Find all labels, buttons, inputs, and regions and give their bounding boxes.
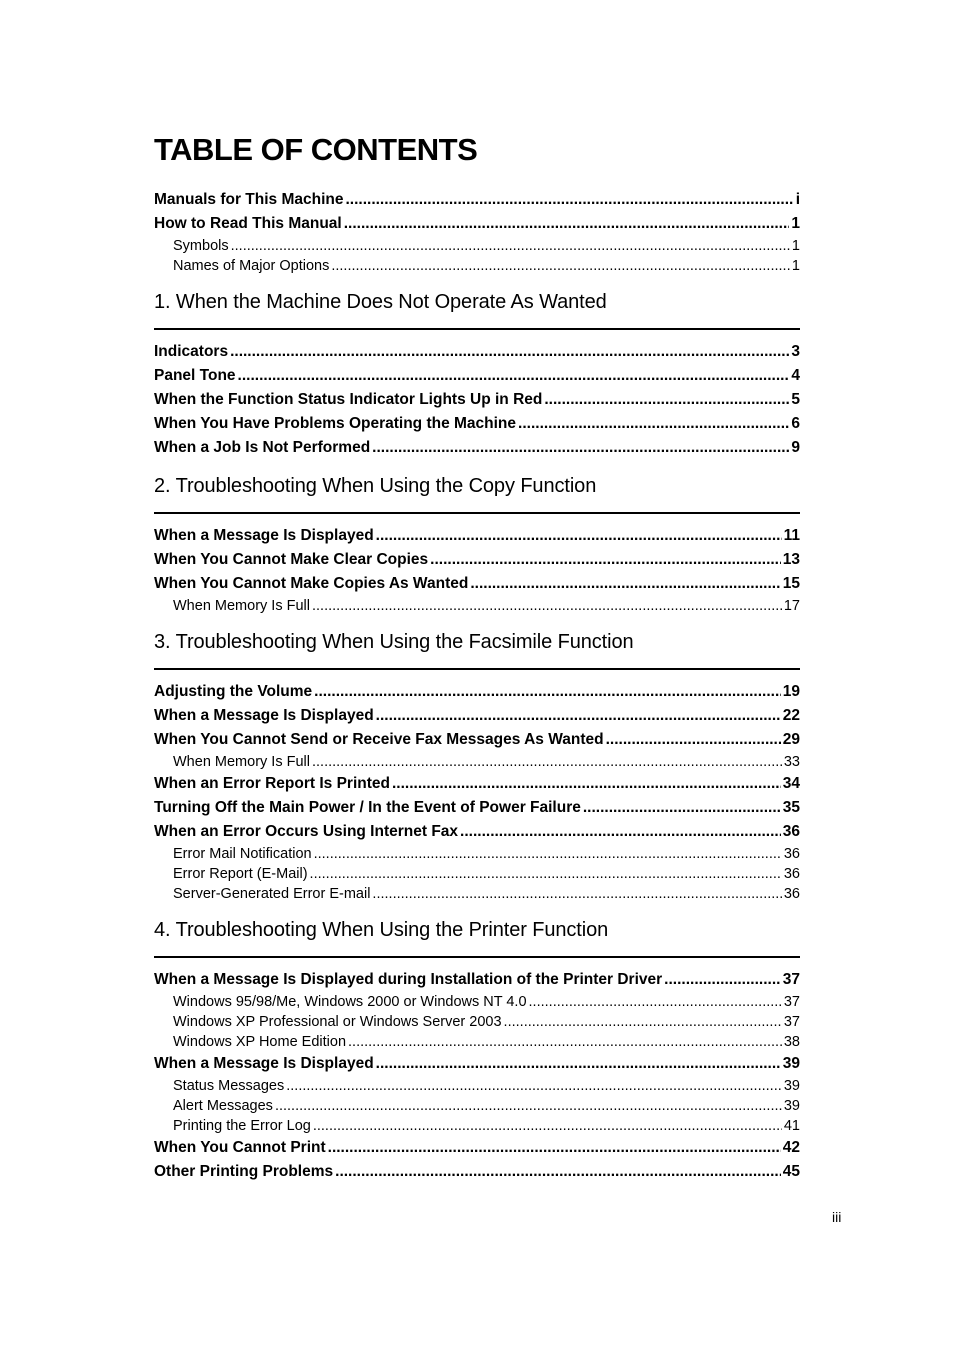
toc-entry[interactable] <box>154 412 800 436</box>
toc-entry[interactable] <box>154 524 800 548</box>
toc-page-number: 13 <box>782 551 800 568</box>
toc-subentry[interactable] <box>154 1032 800 1052</box>
dot-leader <box>606 728 781 752</box>
toc-page-number: 37 <box>782 971 800 988</box>
toc-page-number: 38 <box>783 1034 800 1050</box>
toc-entry-label: When You Cannot Send or Receive Fax Messages As Wanted <box>154 731 604 748</box>
toc-page-number: 39 <box>783 1078 800 1094</box>
toc-subentry[interactable] <box>154 236 800 256</box>
dot-leader <box>328 1136 781 1160</box>
toc-page-number: 41 <box>783 1118 800 1134</box>
toc-page-number: 42 <box>782 1139 800 1156</box>
toc-entry-label: When a Message Is Displayed during Installation of the Printer Driver <box>154 971 663 988</box>
toc-page-number: 1 <box>791 258 800 274</box>
toc-entry-label: When You Cannot Make Copies As Wanted <box>154 575 469 592</box>
toc-page-number: 45 <box>782 1163 800 1180</box>
toc-page-number: 15 <box>782 575 800 592</box>
dot-leader <box>231 236 790 256</box>
dot-leader <box>504 1012 782 1032</box>
toc-entry-label: Printing the Error Log <box>173 1118 311 1134</box>
toc-page-number: 17 <box>783 598 800 614</box>
toc-entry-label: Indicators <box>154 343 229 360</box>
toc-subentry[interactable] <box>154 844 800 864</box>
dot-leader <box>529 992 782 1012</box>
toc-entry[interactable] <box>154 728 800 752</box>
toc-page-number: 33 <box>783 754 800 770</box>
dot-leader <box>312 752 782 772</box>
chapter-heading-text: 2. Troubleshooting When Using the Copy Function <box>154 475 597 497</box>
toc-subentry[interactable] <box>154 1012 800 1032</box>
toc-entry[interactable] <box>154 680 800 704</box>
toc-entry-label: Windows 95/98/Me, Windows 2000 or Windows NT 4.0 <box>173 994 527 1010</box>
toc-entry-label: Symbols <box>173 238 229 254</box>
toc-subentry[interactable] <box>154 1116 800 1136</box>
toc-subentry[interactable] <box>154 992 800 1012</box>
toc-entry-label: Names of Major Options <box>173 258 330 274</box>
toc-page-number: i <box>795 191 800 208</box>
toc-entry[interactable] <box>154 820 800 844</box>
toc-entry-label: Alert Messages <box>173 1098 273 1114</box>
toc-subentry[interactable] <box>154 752 800 772</box>
dot-leader <box>544 388 789 412</box>
toc-entry-label: Turning Off the Main Power / In the Event of Power Failure <box>154 799 581 816</box>
toc-page-number: 29 <box>782 731 800 748</box>
toc-entry-label: Windows XP Professional or Windows Server 2003 <box>173 1014 502 1030</box>
dot-leader <box>392 772 781 796</box>
toc-entry-label: How to Read This Manual <box>154 215 342 232</box>
page-folio: iii <box>832 1209 842 1225</box>
toc-entry-label: Status Messages <box>173 1078 285 1094</box>
chapter-heading <box>154 622 800 670</box>
toc-entry[interactable] <box>154 364 800 388</box>
toc-entry-label: Other Printing Problems <box>154 1163 334 1180</box>
chapter-heading-text: 4. Troubleshooting When Using the Printer Function <box>154 919 609 941</box>
toc-page-number: 1 <box>791 215 800 232</box>
toc-entry[interactable] <box>154 212 800 236</box>
dot-leader <box>664 968 781 992</box>
toc-page-number: 36 <box>782 823 800 840</box>
toc-entry[interactable] <box>154 772 800 796</box>
toc-page-number: 35 <box>782 799 800 816</box>
dot-leader <box>312 596 782 616</box>
toc-subentry[interactable] <box>154 1096 800 1116</box>
toc-entry[interactable] <box>154 796 800 820</box>
toc-entry-label: When Memory Is Full <box>173 754 310 770</box>
toc-entry[interactable] <box>154 548 800 572</box>
toc-page-number: 1 <box>791 238 800 254</box>
toc-page-number: 37 <box>783 994 800 1010</box>
toc-entry[interactable] <box>154 1136 800 1160</box>
dot-leader <box>275 1096 782 1116</box>
toc-subentry[interactable] <box>154 1076 800 1096</box>
toc-entry[interactable] <box>154 572 800 596</box>
toc-entry-label: Adjusting the Volume <box>154 683 313 700</box>
toc-entry-label: When an Error Report Is Printed <box>154 775 390 792</box>
toc-page-number: 37 <box>783 1014 800 1030</box>
dot-leader <box>286 1076 782 1096</box>
toc-page-number: 39 <box>782 1055 800 1072</box>
toc-page-number: 9 <box>791 439 800 456</box>
toc-entry-label: Windows XP Home Edition <box>173 1034 347 1050</box>
toc-subentry[interactable] <box>154 256 800 276</box>
toc-entry-label: When the Function Status Indicator Lights Up in Red <box>154 391 543 408</box>
dot-leader <box>372 436 789 460</box>
dot-leader <box>345 188 793 212</box>
page-title: TABLE OF CONTENTS <box>154 132 478 167</box>
chapter-heading <box>154 282 800 330</box>
dot-leader <box>314 680 781 704</box>
toc-entry[interactable] <box>154 388 800 412</box>
toc-entry[interactable] <box>154 188 800 212</box>
toc-page-number: 39 <box>783 1098 800 1114</box>
dot-leader <box>335 1160 781 1184</box>
toc-page-number: 22 <box>782 707 800 724</box>
dot-leader <box>310 864 782 884</box>
chapter-heading <box>154 466 800 514</box>
toc-page-number: 19 <box>782 683 800 700</box>
toc-entry-label: When a Job Is Not Performed <box>154 439 371 456</box>
dot-leader <box>460 820 781 844</box>
toc-entry[interactable] <box>154 340 800 364</box>
toc-subentry[interactable] <box>154 596 800 616</box>
toc-entry-label: When You Cannot Make Clear Copies <box>154 551 429 568</box>
toc-entry[interactable] <box>154 1052 800 1076</box>
toc-entry-label: When You Cannot Print <box>154 1139 326 1156</box>
dot-leader <box>583 796 781 820</box>
dot-leader <box>238 364 790 388</box>
toc-entry[interactable] <box>154 704 800 728</box>
toc-page-number: 3 <box>791 343 800 360</box>
toc-entry-label: Server-Generated Error E-mail <box>173 886 371 902</box>
toc-entry-label: When a Message Is Displayed <box>154 707 374 724</box>
toc-page-number: 5 <box>791 391 800 408</box>
dot-leader <box>430 548 781 572</box>
toc-entry-label: When a Message Is Displayed <box>154 527 374 544</box>
toc-page-number: 36 <box>783 846 800 862</box>
toc-entry-label: Panel Tone <box>154 367 236 384</box>
toc-entry-label: When Memory Is Full <box>173 598 310 614</box>
dot-leader <box>331 256 790 276</box>
toc-entry-label: Manuals for This Machine <box>154 191 344 208</box>
toc-entry[interactable] <box>154 1160 800 1184</box>
chapter-heading-text: 1. When the Machine Does Not Operate As Wanted <box>154 291 607 313</box>
table-of-contents <box>154 188 800 1184</box>
toc-subentry[interactable] <box>154 884 800 904</box>
dot-leader <box>518 412 789 436</box>
toc-page-number: 36 <box>783 866 800 882</box>
toc-entry[interactable] <box>154 968 800 992</box>
toc-page-number: 34 <box>782 775 800 792</box>
toc-page-number: 6 <box>791 415 800 432</box>
toc-entry-label: Error Report (E-Mail) <box>173 866 308 882</box>
toc-entry-label: When a Message Is Displayed <box>154 1055 374 1072</box>
dot-leader <box>313 1116 782 1136</box>
toc-entry-label: Error Mail Notification <box>173 846 312 862</box>
dot-leader <box>344 212 790 236</box>
dot-leader <box>372 884 781 904</box>
toc-subentry[interactable] <box>154 864 800 884</box>
toc-entry-label: When an Error Occurs Using Internet Fax <box>154 823 459 840</box>
toc-page-number: 4 <box>791 367 800 384</box>
dot-leader <box>376 524 782 548</box>
dot-leader <box>348 1032 782 1052</box>
toc-entry-label: When You Have Problems Operating the Machine <box>154 415 517 432</box>
dot-leader <box>376 704 781 728</box>
toc-entry[interactable] <box>154 436 800 460</box>
chapter-heading-text: 3. Troubleshooting When Using the Facsimile Function <box>154 631 634 653</box>
toc-page-number: 36 <box>783 886 800 902</box>
dot-leader <box>470 572 780 596</box>
dot-leader <box>314 844 782 864</box>
chapter-heading <box>154 910 800 958</box>
dot-leader <box>230 340 789 364</box>
toc-page-number: 11 <box>783 527 800 544</box>
dot-leader <box>376 1052 781 1076</box>
